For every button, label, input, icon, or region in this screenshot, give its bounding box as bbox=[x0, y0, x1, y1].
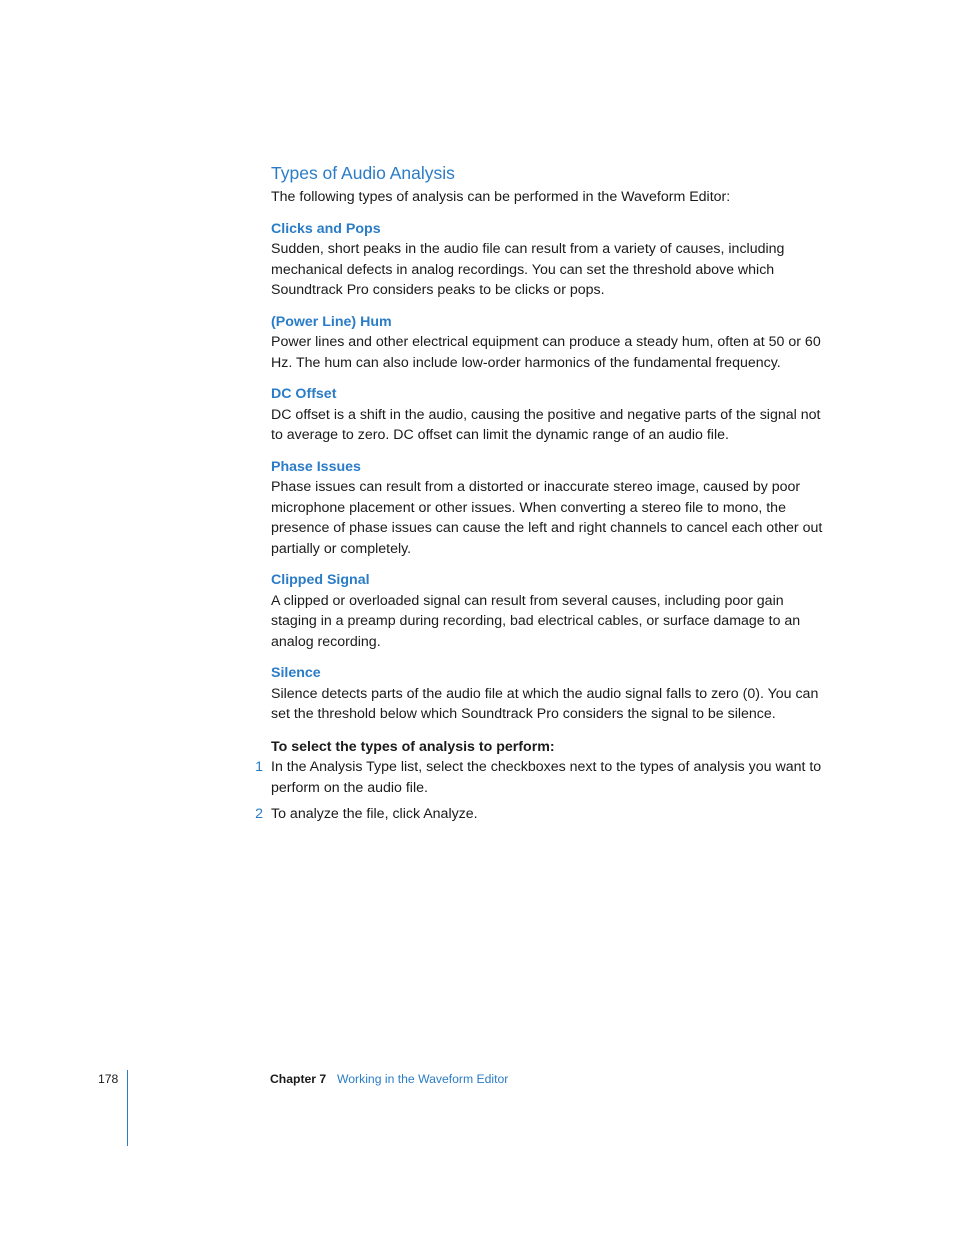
subsection-body-clipped-signal: A clipped or overloaded signal can result from several causes, including poor gain staging in a preamp during recording, bad electrical cables, or surface damage to an analog recording. bbox=[271, 592, 801, 650]
chapter-label: Chapter 7 bbox=[270, 1072, 327, 1086]
task-step bbox=[255, 804, 831, 825]
subsection-body-silence: Silence detects parts of the audio file at which the audio signal falls to zero (0). You can set the threshold below which Soundtrack Pro considers the signal to be silence. bbox=[271, 685, 819, 722]
subsection-heading-clicks-and-pops: Clicks and Pops bbox=[271, 220, 381, 237]
subsection-heading-clipped-signal: Clipped Signal bbox=[271, 572, 370, 588]
page-number: 178 bbox=[98, 1072, 119, 1086]
subsection-heading-silence: Silence bbox=[271, 665, 321, 681]
subsection-heading-dc-offset: DC Offset bbox=[271, 386, 337, 402]
chapter-title: Working in the Waveform Editor bbox=[337, 1072, 509, 1086]
step-number: 2 bbox=[255, 806, 263, 822]
subsection-body-phase-issues: Phase issues can result from a distorted or inaccurate stereo image, caused by poor microphone placement or other issues. When converting a stereo file to mono, the presence of phase issues can cause the left and right channels to cancel each other out partially or completely. bbox=[271, 479, 823, 557]
task-heading: To select the types of analysis to perform: bbox=[271, 738, 555, 755]
step-number: 1 bbox=[255, 759, 263, 775]
task-step bbox=[255, 757, 831, 798]
section-intro: The following types of analysis can be performed in the Waveform Editor: bbox=[271, 189, 731, 205]
subsection-body-hum: Power lines and other electrical equipment can produce a steady hum, often at 50 or 60 Hz. The hum can also include low-order harmonics of the fundamental frequency. bbox=[271, 334, 821, 371]
subsection-heading-phase-issues: Phase Issues bbox=[271, 458, 361, 475]
step-text: To analyze the file, click Analyze. bbox=[271, 806, 478, 822]
page-footer bbox=[0, 1072, 954, 1092]
section-title: Types of Audio Analysis bbox=[271, 163, 455, 183]
page-content bbox=[255, 162, 831, 831]
subsection-heading-hum: (Power Line) Hum bbox=[271, 313, 392, 330]
subsection-body-dc-offset: DC offset is a shift in the audio, causing the positive and negative parts of the signal not to average to zero. DC offset can limit the dynamic range of an audio file. bbox=[271, 406, 821, 443]
step-text: In the Analysis Type list, select the checkboxes next to the types of analysis you want to perform on the audio file. bbox=[271, 759, 822, 796]
subsection-body-clicks-and-pops: Sudden, short peaks in the audio file can result from a variety of causes, including mechanical defects in analog recordings. You can set the threshold above which Soundtrack Pro considers peaks to be clicks or pops. bbox=[271, 241, 785, 298]
